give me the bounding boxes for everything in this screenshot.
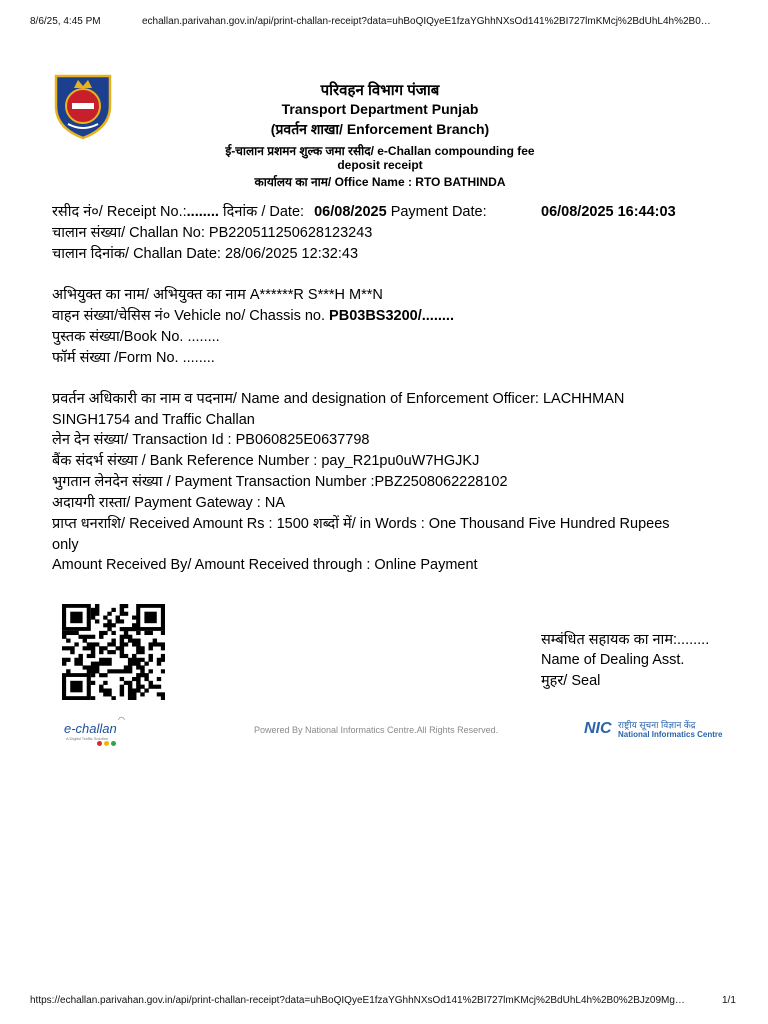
enforcement-officer: प्रवर्तन अधिकारी का नाम व पदनाम/ Name and designation of Enforcement Officer: LACHHMAN SINGH1754 and Traffic Challan xyxy=(52,391,625,428)
nic-logo-abbr: NIC xyxy=(584,720,612,737)
receipt-title-continued: deposit receipt xyxy=(337,158,423,172)
receipt-date-label: दिनांक / Date: xyxy=(218,204,305,220)
dealing-assistant-label: Name of Dealing Asst. xyxy=(541,652,685,668)
nic-logo xyxy=(584,717,723,743)
payment-date-label: Payment Date: xyxy=(386,204,487,220)
transaction-id: लेन देन संख्या/ Transaction Id : PB060825E0637798 xyxy=(52,432,370,448)
amount-received-through: Amount Received By/ Amount Received through : Online Payment xyxy=(52,557,478,573)
echallan-logo-text: e-challan xyxy=(64,721,117,736)
nic-logo-english: National Informatics Centre xyxy=(618,730,723,739)
seal-label: मुहर/ Seal xyxy=(541,673,601,689)
wifi-icon: ◠ xyxy=(118,715,125,724)
department-hindi-title: परिवहन विभाग पंजाब xyxy=(320,82,440,99)
book-number: पुस्तक संख्या/Book No. ........ xyxy=(52,329,220,345)
punjab-police-badge-logo xyxy=(50,70,116,140)
payment-date-value: 06/08/2025 16:44:03 xyxy=(541,204,676,220)
dealing-assistant-hindi: सम्बंधित सहायक का नाम:........ xyxy=(541,632,710,648)
echallan-logo xyxy=(62,716,142,756)
vehicle-label: वाहन संख्या/चेसिस नं० Vehicle no/ Chassis no. xyxy=(52,308,330,324)
vehicle-number: PB03BS3200/........ xyxy=(329,308,454,324)
print-page-number: 1/1 xyxy=(722,995,736,1006)
signal-green-dot-icon xyxy=(111,741,116,746)
receipt-title: ई-चालान प्रशमन शुल्क जमा रसीद/ e-Challan compounding fee xyxy=(225,144,535,158)
challan-date: चालान दिनांक/ Challan Date: 28/06/2025 12:32:43 xyxy=(52,246,359,262)
receipt-number-value: ........ xyxy=(186,204,219,220)
branch-title: (प्रवर्तन शाखा/ Enforcement Branch) xyxy=(270,121,490,137)
powered-by-text: Powered By National Informatics Centre.All Rights Reserved. xyxy=(254,725,499,735)
signal-yellow-dot-icon xyxy=(104,741,109,746)
payment-transaction-number: भुगतान लेनदेन संख्या / Payment Transaction Number :PBZ2508062228102 xyxy=(52,474,508,490)
print-footer-url: https://echallan.parivahan.gov.in/api/print-challan-receipt?data=uhBoQIQyeE1fzaYGhhNXsOd141%2BI727lmKMcj%2BdUhL4h%2B0%2BJz09Mg… xyxy=(30,995,685,1006)
receipt-number-row xyxy=(52,203,487,221)
echallan-tagline: A Digital Traffic Solution xyxy=(66,736,109,741)
form-number: फॉर्म संख्या /Form No. ........ xyxy=(52,350,215,366)
vehicle-row xyxy=(52,307,454,325)
payment-gateway: अदायगी रास्ता/ Payment Gateway : NA xyxy=(52,495,285,511)
challan-number: चालान संख्या/ Challan No: PB220511250628123243 xyxy=(52,225,373,241)
nic-logo-hindi: राष्ट्रीय सूचना विज्ञान केंद्र xyxy=(618,720,696,730)
received-amount: प्राप्त धनराशि/ Received Amount Rs : 1500 शब्दों में/ in Words : One Thousand Five Hundred Rupees only xyxy=(52,516,670,553)
receipt-number-label: रसीद नं०/ Receipt No.: xyxy=(52,204,187,220)
qr-code xyxy=(62,604,165,700)
print-url: echallan.parivahan.gov.in/api/print-challan-receipt?data=uhBoQIQyeE1fzaYGhhNXsOd141%2BI727lmKMcj%2BdUhL4h%2B0… xyxy=(142,16,711,27)
office-name: कार्यालय का नाम/ Office Name : RTO BATHINDA xyxy=(254,175,506,189)
signal-red-dot-icon xyxy=(97,741,102,746)
bank-reference: बैंक संदर्भ संख्या / Bank Reference Number : pay_R21pu0uW7HGJKJ xyxy=(52,453,480,469)
accused-name: अभियुक्त का नाम/ अभियुक्त का नाम A******R S***H M**N xyxy=(52,287,383,303)
print-datetime: 8/6/25, 4:45 PM xyxy=(30,16,101,27)
receipt-date-value: 06/08/2025 xyxy=(314,204,387,220)
department-title: Transport Department Punjab xyxy=(281,101,479,117)
